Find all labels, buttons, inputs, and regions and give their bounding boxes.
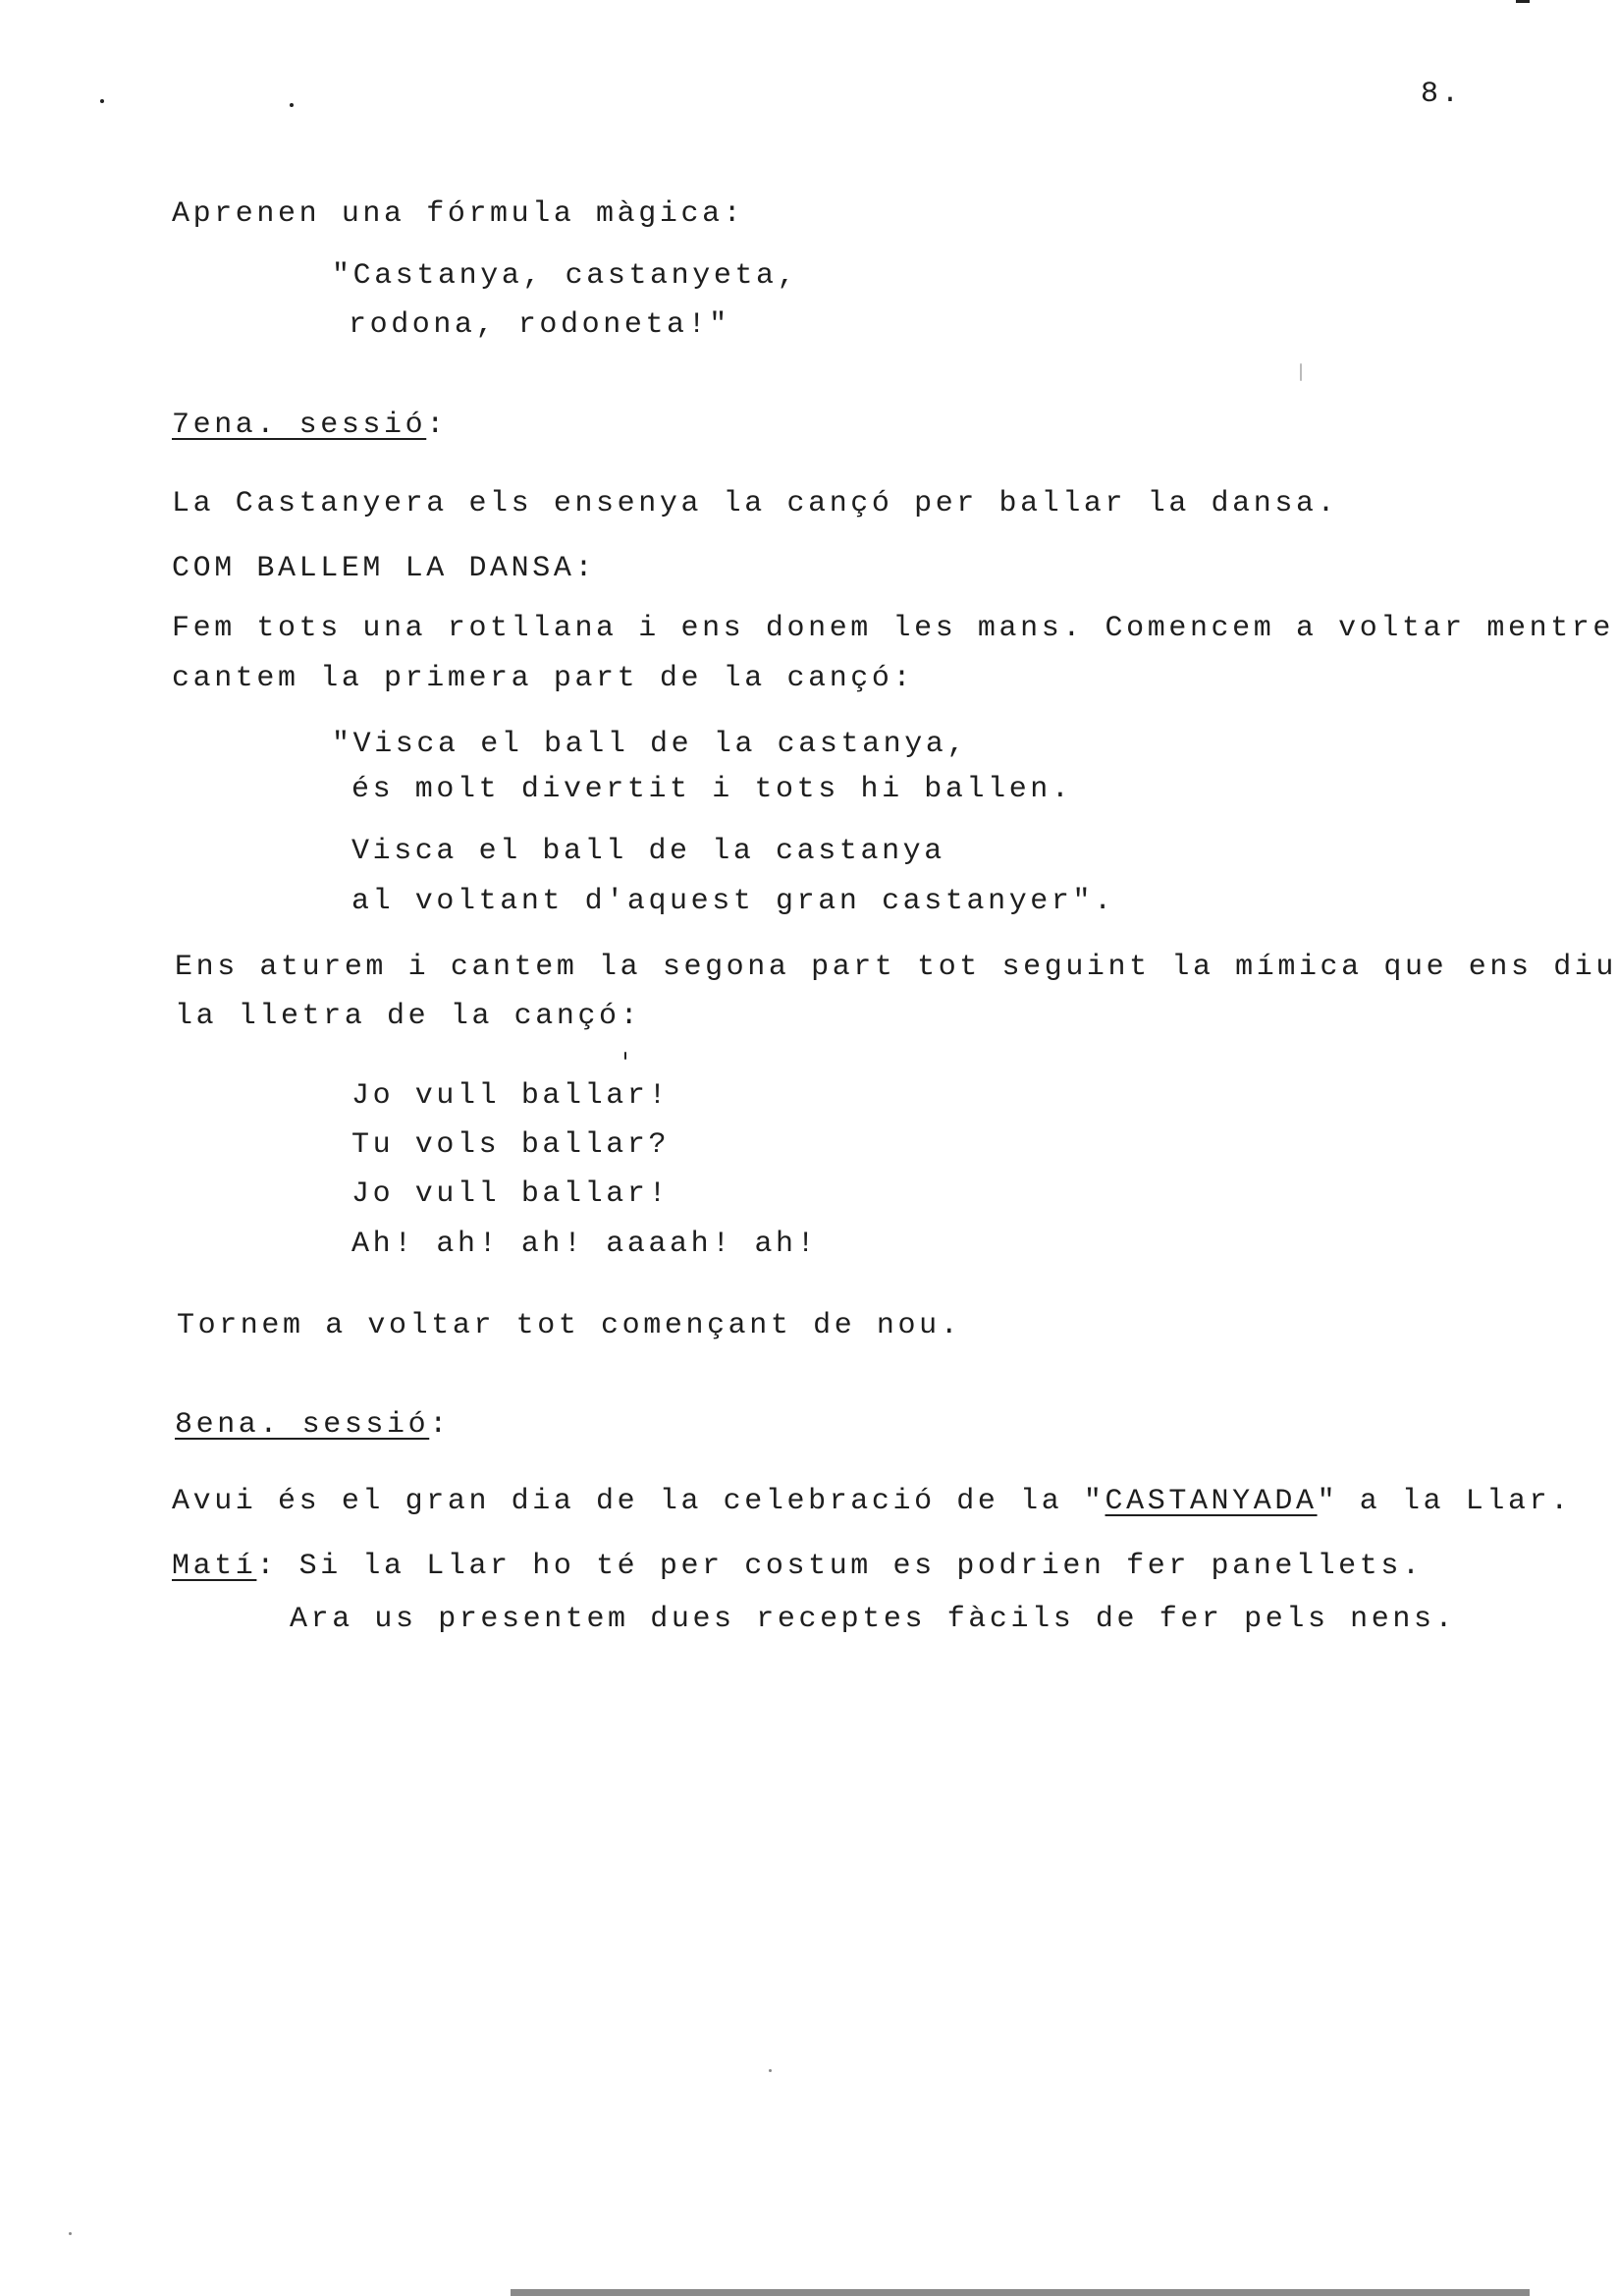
scan-speck [290, 103, 294, 107]
song-line: és molt divertit i tots hi ballen. [351, 773, 1073, 806]
section-heading [172, 408, 448, 443]
mati-label: Matí [172, 1550, 257, 1583]
text-line: Ens aturem i cantem la segona part tot seguint la mímica que ens diu [175, 951, 1617, 984]
castanyada-underlined: CASTANYADA [1105, 1485, 1318, 1518]
song-line: Jo vull ballar! [351, 1079, 671, 1113]
scan-speck [1300, 363, 1302, 381]
scan-speck [769, 2069, 772, 2072]
page-number: 8. [1421, 78, 1463, 111]
song-line: al voltant d'aquest gran castanyer". [351, 885, 1115, 918]
text-line: La Castanyera els ensenya la cançó per ballar la dansa. [172, 487, 1339, 520]
section-heading-colon: : [426, 409, 448, 442]
section-heading-colon: : [429, 1408, 451, 1442]
text-line: "Castanya, castanyeta, [332, 259, 799, 293]
text-line [172, 1484, 1572, 1519]
section-heading [175, 1407, 451, 1443]
song-line: Jo vull ballar! [351, 1177, 671, 1211]
scan-edge-mark [1516, 0, 1530, 3]
scan-speck [69, 2232, 72, 2235]
text-line: Aprenen una fórmula màgica: [172, 197, 745, 231]
song-line: Visca el ball de la castanya [351, 835, 945, 868]
text-line: Fem tots una rotllana i ens donem les mans. Comencem a voltar mentre [172, 612, 1614, 645]
text-line: Tornem a voltar tot començant de nou. [177, 1309, 962, 1342]
scan-bottom-bar [511, 2289, 1530, 2296]
song-line: Tu vols ballar? [351, 1128, 671, 1162]
text-line: Ara us presentem dues receptes fàcils de fer pels nens. [290, 1603, 1457, 1636]
text-line: COM BALLEM LA DANSA: [172, 552, 597, 585]
text-line: la lletra de la cançó: [175, 1000, 642, 1033]
text-segment: " a la Llar. [1317, 1485, 1572, 1518]
text-line: rodona, rodoneta!" [349, 308, 730, 342]
song-line: Ah! ah! ah! aaaah! ah! [351, 1228, 819, 1261]
scan-speck [100, 99, 104, 103]
song-line: "Visca el ball de la castanya, [332, 728, 969, 761]
text-line [172, 1549, 1424, 1584]
text-line: cantem la primera part de la cançó: [172, 662, 915, 695]
text-segment: : Si la Llar ho té per costum es podrien fer panellets. [256, 1550, 1424, 1583]
text-segment: Avui és el gran dia de la celebració de la " [172, 1485, 1105, 1518]
scan-speck [624, 1052, 626, 1060]
section-heading-text: 7ena. sessió [172, 409, 427, 442]
section-heading-text: 8ena. sessió [175, 1408, 430, 1442]
